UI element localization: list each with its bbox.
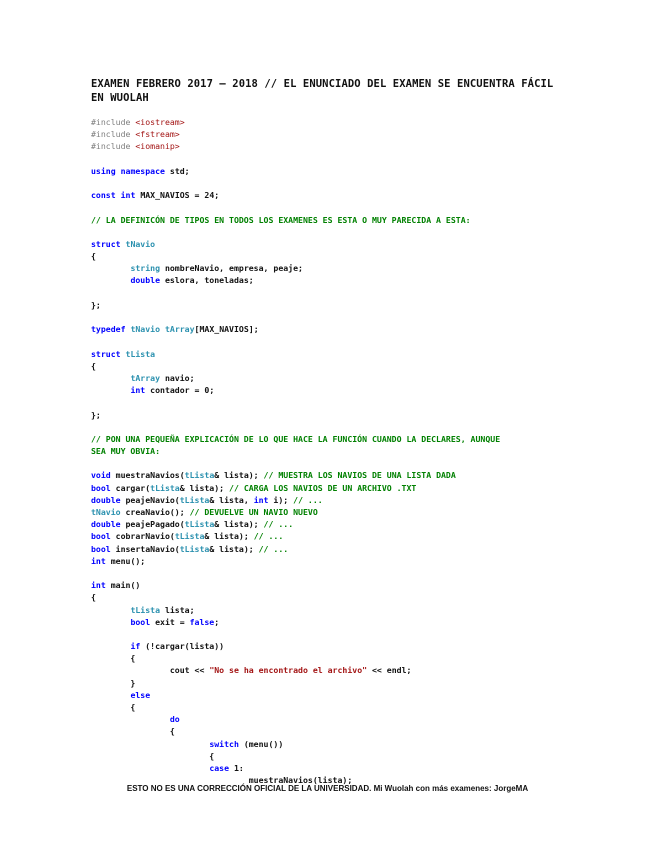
- code-token: & lista);: [204, 531, 254, 542]
- code-token: i);: [268, 494, 294, 505]
- code-token: << endl;: [367, 665, 412, 676]
- code-token: & lista);: [214, 470, 264, 481]
- code-token: // LA DEFINICÓN DE TIPOS EN TODOS LOS EXAMENES ES ESTA O MUY PARECIDA A ESTA:: [91, 214, 471, 225]
- code-token: tNavio: [130, 324, 161, 335]
- code-line: [91, 640, 581, 652]
- code-token: {: [91, 726, 175, 737]
- code-token: <fstream>: [135, 129, 180, 140]
- code-token: [91, 617, 130, 627]
- code-token: bool: [91, 482, 111, 493]
- code-line: [91, 177, 581, 189]
- code-line: [91, 335, 581, 347]
- code-token: peajeNavio(: [120, 494, 180, 505]
- code-line: [91, 360, 581, 372]
- code-token: [91, 690, 130, 700]
- code-line: [91, 689, 581, 701]
- code-line: [91, 409, 581, 421]
- code-line: [91, 274, 581, 286]
- code-line: [91, 664, 581, 676]
- code-token: creaNavio();: [120, 507, 190, 517]
- code-line: [91, 457, 581, 469]
- code-token: insertaNavio(: [110, 543, 180, 554]
- code-token: (menu()): [238, 738, 284, 749]
- code-token: if: [130, 641, 141, 652]
- code-line: [91, 738, 581, 750]
- code-token: };: [91, 409, 101, 420]
- code-token: tLista: [150, 482, 180, 493]
- code-line: [91, 591, 581, 603]
- code-token: {: [91, 360, 96, 371]
- code-token: {: [91, 653, 136, 664]
- code-token: tNavio: [91, 507, 121, 517]
- code-line: [91, 311, 581, 323]
- code-line: [91, 579, 581, 591]
- code-token: namespace: [120, 165, 165, 176]
- code-token: 1:: [229, 762, 244, 773]
- code-token: main(): [105, 580, 141, 591]
- code-token: navio;: [160, 372, 195, 383]
- code-token: // ...: [293, 494, 323, 505]
- code-token: tArray: [164, 324, 195, 335]
- code-block: [91, 116, 581, 786]
- code-token: & lista);: [209, 543, 259, 554]
- code-token: [91, 605, 130, 615]
- code-token: // PON UNA PEQUEÑA EXPLICACIÓN DE LO QUE HACE LA FUNCIÓN CUANDO LA DECLARES, AUNQUE: [91, 433, 501, 444]
- code-token: menu();: [105, 555, 146, 566]
- code-token: {: [91, 251, 96, 262]
- code-token: tLista: [179, 494, 210, 505]
- code-token: & lista);: [179, 482, 230, 493]
- code-token: string: [130, 263, 161, 274]
- code-line: [91, 543, 581, 555]
- code-token: {: [91, 592, 96, 603]
- code-token: typedef: [91, 324, 126, 335]
- code-token: const: [91, 190, 116, 201]
- code-token: [91, 385, 130, 395]
- code-token: // MUESTRA LOS NAVIOS DE UNA LISTA DADA: [263, 470, 456, 481]
- code-token: [91, 373, 130, 383]
- code-line: [91, 567, 581, 579]
- code-token: bool: [91, 531, 111, 542]
- code-token: tLista: [125, 348, 156, 359]
- code-line: [91, 116, 581, 128]
- code-line: [91, 214, 581, 226]
- code-token: & lista,: [209, 494, 254, 505]
- code-token: [91, 763, 209, 773]
- code-token: // CARGA LOS NAVIOS DE UN ARCHIVO .TXT: [229, 482, 417, 493]
- code-line: [91, 725, 581, 737]
- code-line: [91, 628, 581, 640]
- code-token: tLista: [179, 543, 210, 554]
- code-token: cout <<: [91, 665, 210, 676]
- code-token: struct: [91, 348, 121, 359]
- code-token: tNavio: [125, 238, 156, 249]
- code-line: [91, 384, 581, 396]
- code-line: [91, 226, 581, 238]
- code-token: double: [130, 275, 161, 286]
- code-token: eslora, toneladas;: [160, 275, 254, 286]
- code-token: {: [91, 702, 136, 712]
- code-line: [91, 238, 581, 250]
- code-token: MAX_NAVIOS = 24;: [135, 190, 220, 201]
- code-token: [MAX_NAVIOS];: [194, 324, 259, 335]
- code-token: {: [91, 750, 215, 761]
- code-line: [91, 323, 581, 335]
- code-line: [91, 530, 581, 542]
- code-line: [91, 262, 581, 274]
- code-line: [91, 713, 581, 725]
- code-token: tLista: [174, 531, 205, 542]
- code-line: [91, 421, 581, 433]
- code-token: case: [209, 762, 230, 773]
- code-token: int: [91, 555, 106, 566]
- code-token: cobrarNavio(: [110, 531, 175, 542]
- code-line: [91, 604, 581, 616]
- code-token: bool: [130, 616, 151, 627]
- code-line: [91, 396, 581, 408]
- code-token: SEA MUY OBVIA:: [91, 446, 161, 457]
- page-footer: ESTO NO ES UNA CORRECCIÓN OFICIAL DE LA UNIVERSIDAD. Mi Wuolah con más examenes: JorgeMA: [126, 784, 529, 793]
- code-line: [91, 189, 581, 201]
- code-token: // ...: [263, 519, 294, 530]
- code-token: contador = 0;: [145, 385, 215, 396]
- code-token: & lista);: [214, 519, 264, 530]
- page-title: EXAMEN FEBRERO 2017 – 2018 // EL ENUNCIADO DEL EXAMEN SE ENCUENTRA FÁCIL EN WUOLAH: [91, 78, 554, 104]
- code-token: (!cargar(lista)): [140, 641, 225, 652]
- code-token: std;: [164, 165, 190, 176]
- code-token: [91, 263, 130, 273]
- code-token: lista;: [160, 604, 195, 615]
- code-line: [91, 616, 581, 628]
- code-token: int: [130, 385, 146, 396]
- code-line: [91, 518, 581, 530]
- code-token: muestraNavios(lista);: [91, 775, 353, 786]
- code-token: tLista: [184, 470, 215, 481]
- code-line: [91, 445, 581, 457]
- code-line: [91, 555, 581, 567]
- code-token: void: [91, 470, 111, 481]
- code-token: cargar(: [110, 482, 151, 493]
- code-token: exit =: [150, 616, 190, 627]
- code-line: [91, 153, 581, 165]
- code-token: switch: [209, 738, 239, 749]
- code-token: [91, 714, 170, 724]
- code-line: [91, 652, 581, 664]
- code-line: [91, 250, 581, 262]
- code-token: muestraNavios(: [110, 470, 185, 481]
- code-token: do: [169, 714, 180, 725]
- code-token: else: [130, 689, 151, 700]
- code-line: [91, 287, 581, 299]
- code-line: [91, 433, 581, 445]
- code-token: tLista: [184, 519, 215, 530]
- code-token: peajePagado(: [120, 519, 185, 530]
- code-line: [91, 482, 581, 494]
- code-token: };: [91, 299, 101, 310]
- code-token: }: [91, 677, 136, 688]
- code-token: #include: [91, 117, 136, 127]
- code-token: "No se ha encontrado el archivo": [209, 665, 368, 676]
- code-line: [91, 140, 581, 152]
- code-token: bool: [91, 543, 111, 554]
- code-token: <iostream>: [135, 117, 185, 127]
- code-token: <iomanip>: [135, 141, 180, 152]
- code-line: [91, 469, 581, 481]
- code-line: [91, 506, 581, 518]
- code-token: false: [189, 616, 215, 627]
- code-line: [91, 677, 581, 689]
- code-line: [91, 372, 581, 384]
- code-line: [91, 201, 581, 213]
- code-token: // ...: [258, 543, 289, 554]
- code-line: [91, 165, 581, 177]
- code-token: tLista: [130, 604, 161, 615]
- code-line: [91, 348, 581, 360]
- code-line: [91, 299, 581, 311]
- code-token: tArray: [130, 372, 161, 383]
- code-token: int: [91, 580, 106, 591]
- code-line: [91, 494, 581, 506]
- code-token: struct: [91, 238, 121, 249]
- code-line: [91, 701, 581, 713]
- code-token: [91, 641, 130, 651]
- code-token: int: [253, 494, 269, 505]
- code-token: [91, 739, 209, 749]
- code-token: nombreNavio, empresa, peaje;: [160, 263, 303, 274]
- code-token: double: [91, 519, 121, 530]
- code-line: [91, 762, 581, 774]
- code-token: int: [120, 190, 136, 201]
- code-token: double: [91, 494, 121, 505]
- code-token: #include: [91, 129, 136, 140]
- code-line: [91, 750, 581, 762]
- code-token: // DEVUELVE UN NAVIO NUEVO: [189, 507, 318, 517]
- code-token: #include: [91, 141, 136, 152]
- code-token: // ...: [253, 531, 284, 542]
- code-token: [91, 275, 130, 285]
- code-token: ;: [214, 616, 220, 627]
- code-token: using: [91, 165, 116, 176]
- code-line: [91, 128, 581, 140]
